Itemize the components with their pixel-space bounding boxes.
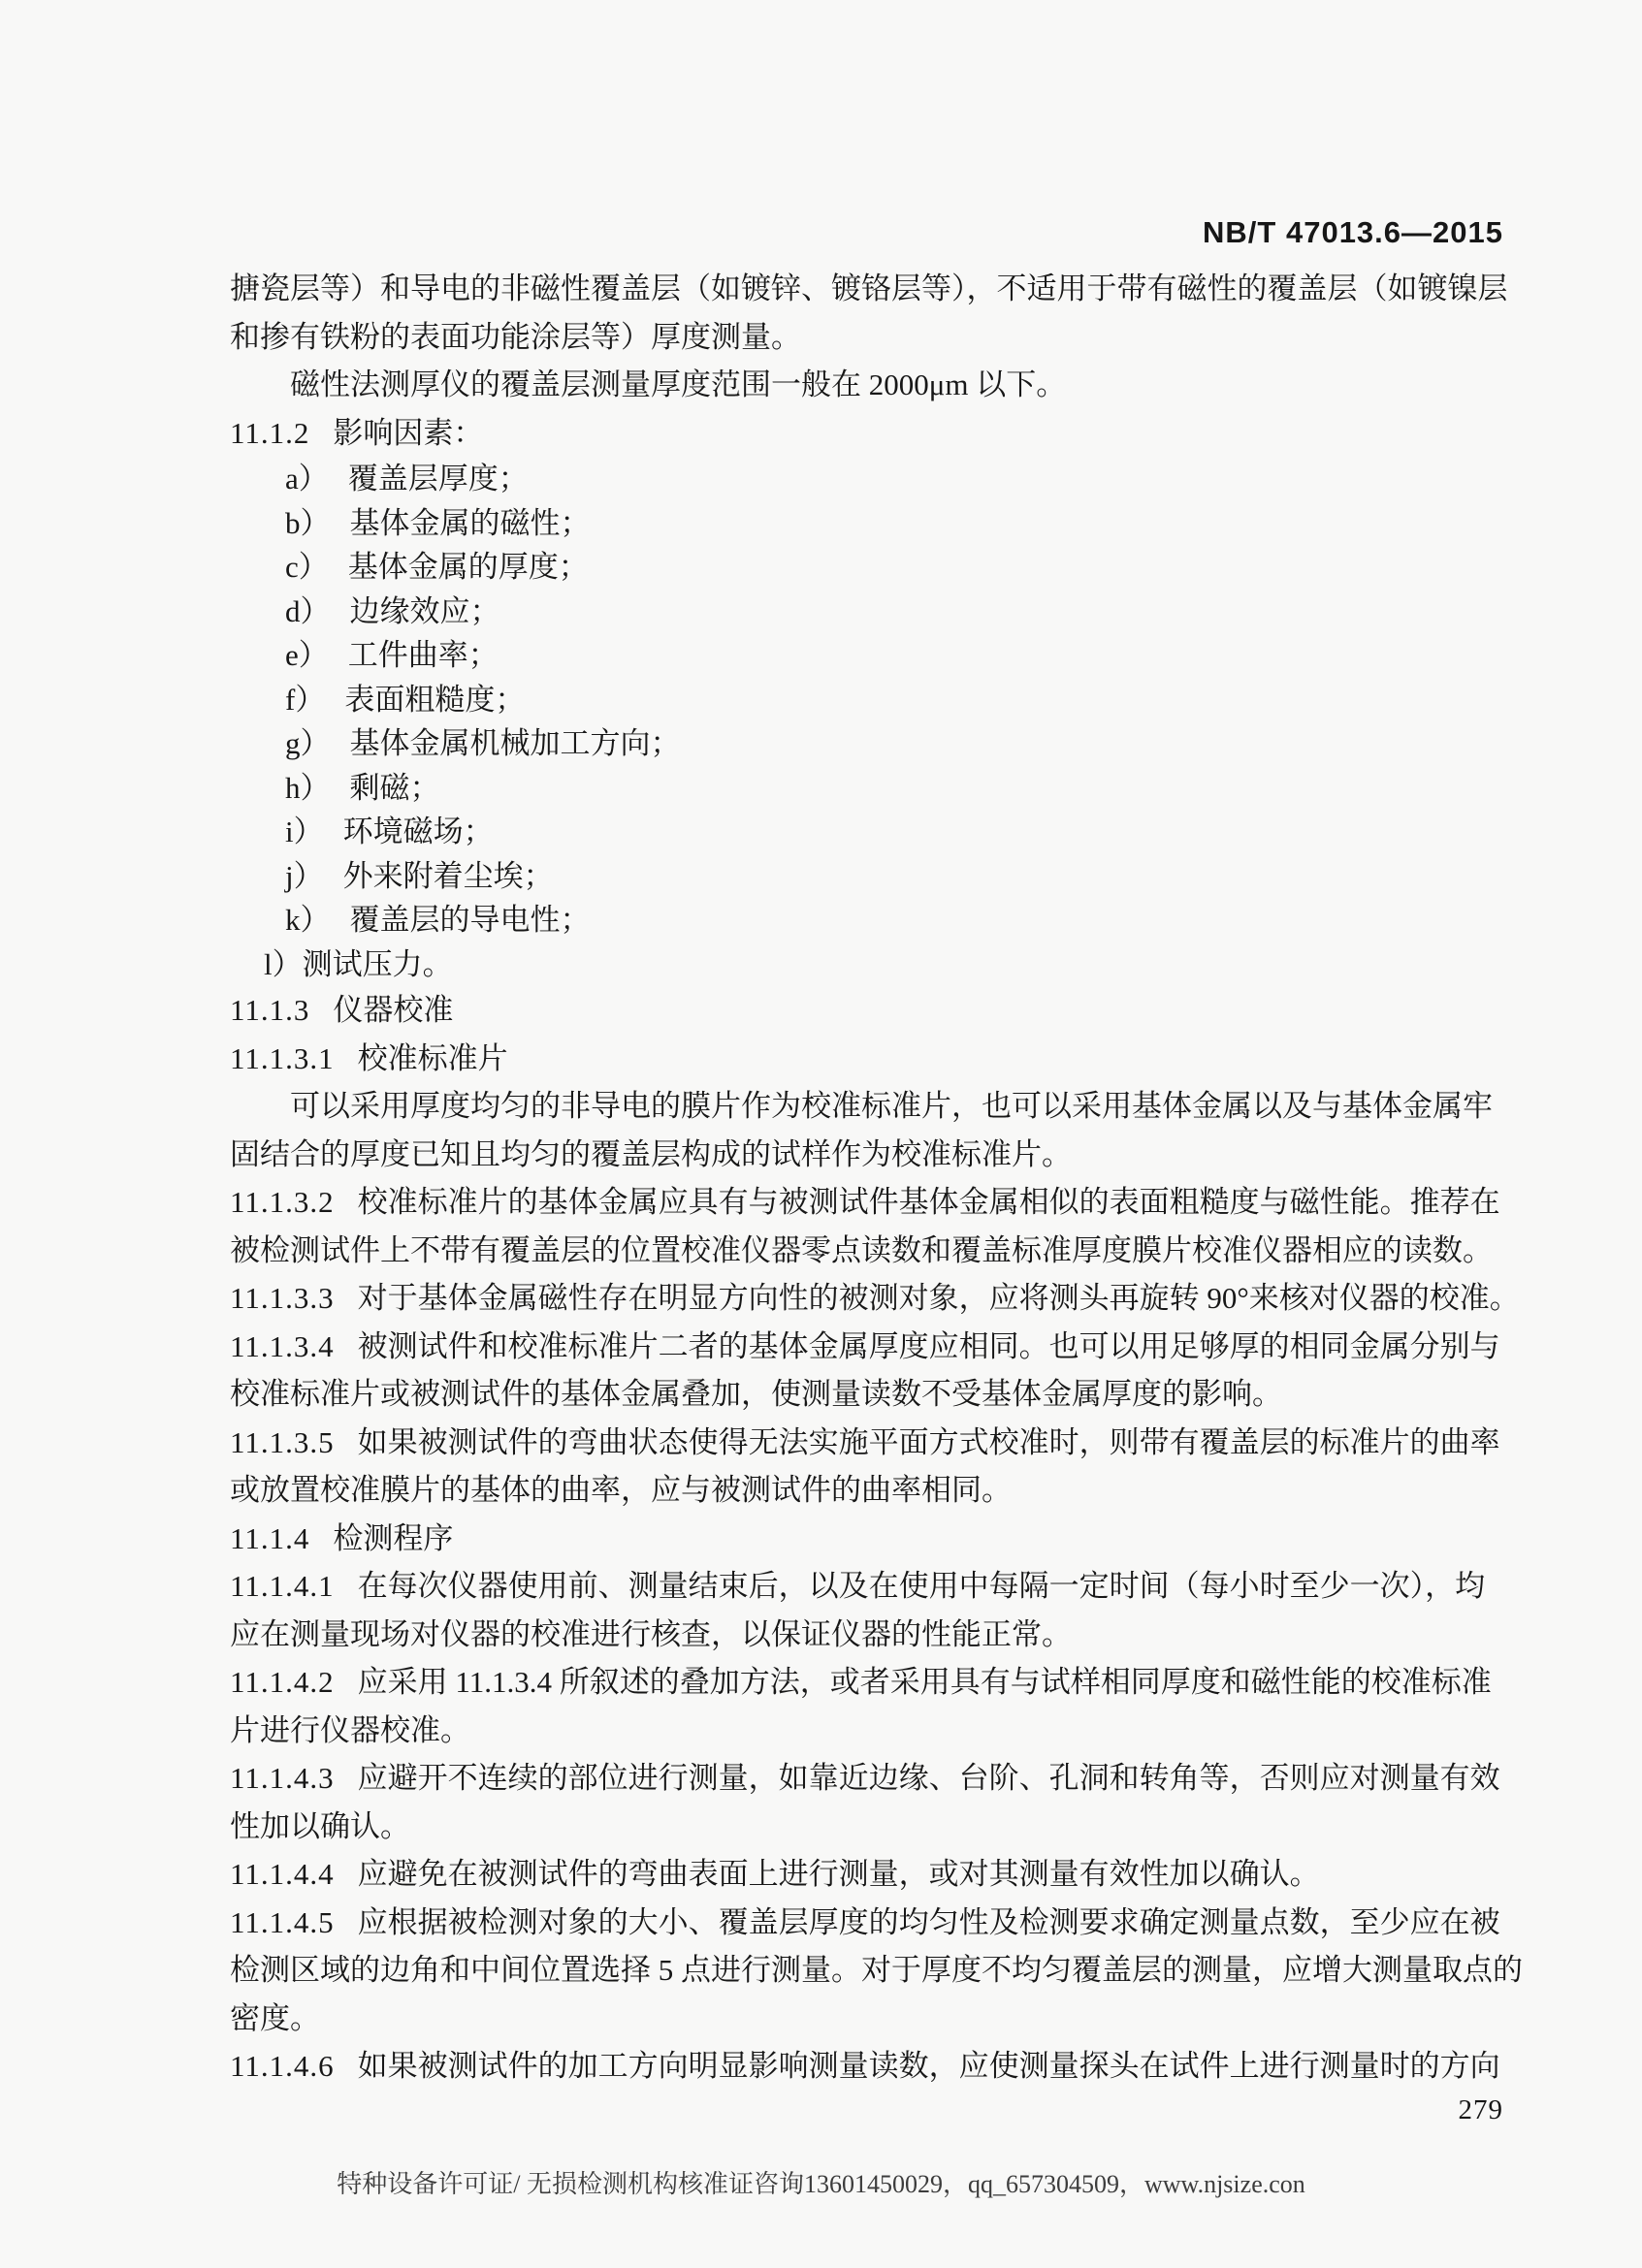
list-item (230, 898, 1520, 942)
list-item-text: 工件曲率； (347, 638, 499, 672)
section-title: 仪器校准 (333, 993, 454, 1027)
list-item-text: 表面粗糙度； (344, 682, 526, 717)
list-marker: e） (285, 638, 329, 672)
section-title: 影响因素： (333, 415, 484, 450)
body-line (230, 1178, 1520, 1227)
section-heading (230, 1515, 1520, 1563)
section-number: 11.1.2 (230, 415, 310, 450)
section-number: 11.1.4.1 (230, 1569, 335, 1603)
list-item (230, 766, 1520, 811)
list-marker: k） (285, 903, 331, 937)
body-line: 可以采用厚度均匀的非导电的膜片作为校准标准片，也可以采用基体金属以及与基体金属牢 (290, 1089, 1493, 1123)
body-line: 磁性法测厚仪的覆盖层测量厚度范围一般在 2000μm 以下。 (290, 367, 1067, 401)
list-marker: d） (285, 593, 331, 628)
section-number: 11.1.4.3 (230, 1761, 335, 1795)
list-item (230, 721, 1520, 766)
list-item (230, 545, 1520, 590)
body-line: 和掺有铁粉的表面功能涂层等）厚度测量。 (230, 319, 801, 354)
section-heading (230, 1035, 1520, 1083)
section-text: 应避免在被测试件的弯曲表面上进行测量，或对其测量有效性加以确认。 (357, 1857, 1320, 1891)
section-number: 11.1.4 (230, 1520, 310, 1555)
list-item (230, 942, 1520, 987)
list-marker: g） (285, 726, 331, 760)
section-text: 应根据被检测对象的大小、覆盖层厚度的均匀性及检测要求确定测量点数，至少应在被 (357, 1904, 1500, 1939)
section-text: 校准标准片的基体金属应具有与被测试件基体金属相似的表面粗糙度与磁性能。推荐在 (357, 1185, 1500, 1219)
section-text: 应避开不连续的部位进行测量，如靠近边缘、台阶、孔洞和转角等，否则应对测量有效 (357, 1761, 1500, 1795)
body-line (230, 1850, 1520, 1899)
list-item-text: 覆盖层厚度； (347, 462, 529, 495)
list-marker: h） (285, 770, 331, 805)
body-line (230, 1562, 1520, 1611)
list-item-text: 基体金属的磁性； (349, 505, 591, 540)
list-item (230, 633, 1520, 678)
body-line: 搪瓷层等）和导电的非磁性覆盖层（如镀锌、镀铬层等），不适用于带有磁性的覆盖层（如镀镍层 (230, 272, 1508, 305)
body-line (230, 1274, 1520, 1323)
section-title: 检测程序 (333, 1520, 454, 1555)
body-line: 检测区域的边角和中间位置选择 5 点进行测量。对于厚度不均匀覆盖层的测量，应增大测量取点的 (230, 1953, 1523, 1987)
body-line: 或放置校准膜片的基体的曲率，应与被测试件的曲率相同。 (230, 1473, 1012, 1507)
list-item (230, 590, 1520, 634)
section-text: 被测试件和校准标准片二者的基体金属厚度应相同。也可以用足够厚的相同金属分别与 (357, 1328, 1500, 1363)
section-number: 11.1.4.4 (230, 1857, 335, 1891)
list-marker: f） (285, 682, 326, 717)
list-item (230, 501, 1520, 546)
body-line: 密度。 (230, 2000, 320, 2035)
list-marker: i） (285, 815, 324, 848)
body-line (230, 1658, 1520, 1707)
list-item-text: 覆盖层的导电性； (349, 903, 591, 937)
body-line (230, 1323, 1520, 1371)
list-item (230, 678, 1520, 722)
section-text: 在每次仪器使用前、测量结束后，以及在使用中每隔一定时间（每小时至少一次），均 (357, 1569, 1486, 1603)
section-number: 11.1.3.4 (230, 1328, 335, 1363)
section-number: 11.1.4.6 (230, 2049, 335, 2083)
list-marker: j） (285, 858, 324, 893)
section-number: 11.1.3 (230, 993, 310, 1027)
section-title: 校准标准片 (357, 1040, 508, 1075)
section-number: 11.1.3.5 (230, 1424, 335, 1459)
body-line: 片进行仪器校准。 (230, 1712, 470, 1747)
list-item-text: 剩磁； (349, 770, 440, 805)
list-item (230, 854, 1520, 899)
list-item-text: 基体金属机械加工方向； (349, 726, 681, 760)
section-number: 11.1.3.1 (230, 1040, 335, 1075)
list-item (230, 810, 1520, 854)
section-number: 11.1.3.2 (230, 1185, 335, 1219)
body-line (230, 1899, 1520, 1947)
body-line: 固结合的厚度已知且均匀的覆盖层构成的试样作为校准标准片。 (230, 1136, 1072, 1171)
section-number: 11.1.3.3 (230, 1281, 335, 1315)
section-text: 如果被测试件的加工方向明显影响测量读数，应使测量探头在试件上进行测量时的方向 (357, 2049, 1500, 2083)
list-item (230, 457, 1520, 501)
section-text: 如果被测试件的弯曲状态使得无法实施平面方式校准时，则带有覆盖层的标准片的曲率 (357, 1424, 1500, 1459)
section-number: 11.1.4.5 (230, 1904, 335, 1939)
page-header-standard-number: NB/T 47013.6—2015 (1203, 215, 1503, 249)
body-line: 应在测量现场对仪器的校准进行核查，以保证仪器的性能正常。 (230, 1616, 1072, 1651)
body-line (230, 1419, 1520, 1467)
section-heading (230, 986, 1520, 1035)
list-marker: c） (285, 550, 329, 584)
body-line: 被检测试件上不带有覆盖层的位置校准仪器零点读数和覆盖标准厚度膜片校准仪器相应的读数。 (230, 1232, 1493, 1267)
section-text: 对于基体金属磁性存在明显方向性的被测对象，应将测头再旋转 90°来核对仪器的校准。 (357, 1281, 1520, 1315)
section-text: 应采用 11.1.3.4 所叙述的叠加方法，或者采用具有与试样相同厚度和磁性能的校准标准 (357, 1665, 1492, 1699)
document-body (230, 265, 1523, 2091)
footer-watermark: 特种设备许可证/ 无损检测机构核准证咨询13601450029，qq_657304509，www.njsize.con (337, 2170, 1305, 2198)
section-number: 11.1.4.2 (230, 1665, 335, 1699)
list-marker: b） (285, 505, 331, 540)
section-heading (230, 409, 1520, 458)
page-number: 279 (1458, 2094, 1503, 2125)
list-item-text: 外来附着尘埃； (342, 858, 554, 893)
list-marker: l） (264, 946, 303, 981)
body-line: 性加以确认。 (230, 1808, 410, 1843)
list-marker: a） (285, 462, 329, 495)
body-line (230, 1754, 1520, 1803)
list-item-text: 环境磁场； (342, 815, 494, 848)
list-item-text: 测试压力。 (302, 946, 453, 981)
body-line: 校准标准片或被测试件的基体金属叠加，使测量读数不受基体金属厚度的影响。 (230, 1377, 1282, 1411)
body-line (230, 2042, 1520, 2091)
list-item-text: 基体金属的厚度； (347, 550, 589, 584)
list-item-text: 边缘效应； (349, 593, 500, 628)
